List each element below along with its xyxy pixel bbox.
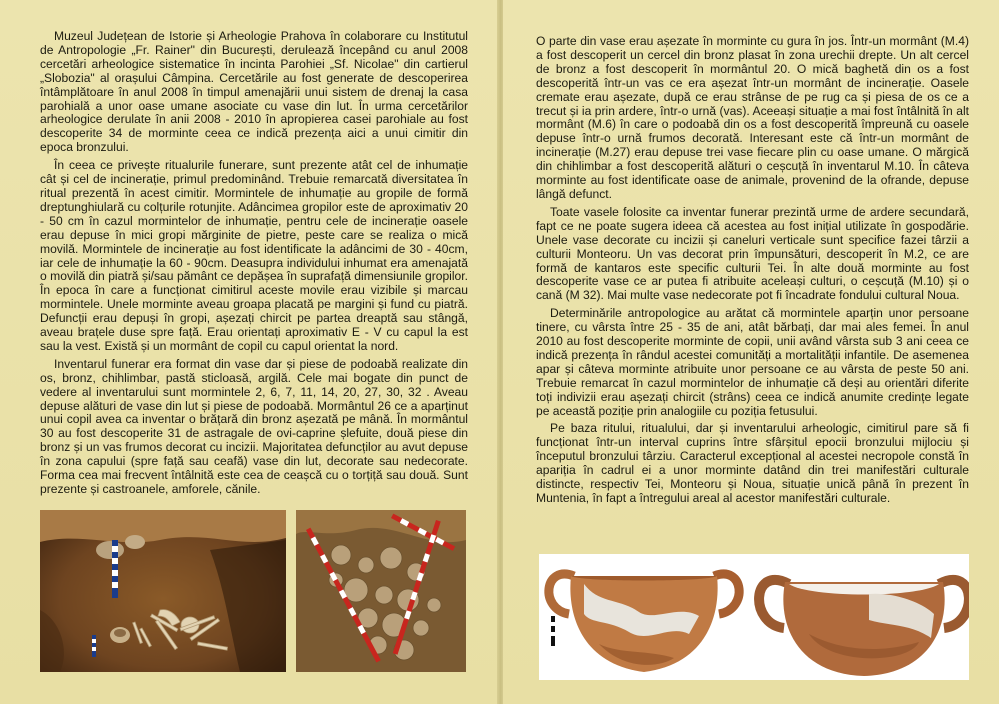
right-paragraph-1: O parte din vase erau așezate în morminte cu gura în jos. Într-un mormânt (M.4) a fost descoperit un cercel din bronz plasat în zona urechii drepte. Un alt cercel de bronz a fost descoperit în mormântul 20. O mică baghetă din os a fost descoperită într-un vas ce era așezat într-un mormânt de incinerație. Oasele cremate erau așezate, după ce erau strânse de pe rug ca și piesa de os ce a trecut și ia prin ardere, într-o urnă (vas). Aceeași situație a mai fost întâlnită în alt mormânt (M.6) în care o podoabă din os a fost descoperită împreună cu oasele depuse într-o urnă frumos decorată. Interesant este că într-un mormânt de incinerație (M.27) erau depuse trei vase fiecare plin cu oase umane. O mărgică din chihlimbar a fost descoperită alături o ceșcuță în inventarul M.10. În câteva morminte au fost identificate oase de animale, provenind de la ofrande, depuse lângă defunct. bbox=[536, 34, 969, 201]
right-paragraph-3: Determinările antropologice au arătat că mormintele aparțin unor persoane tinere, cu vârsta între 25 - 35 de ani, atât bărbați, dar mai ales femei. În anul 2010 au fost descoperite morminte de copii, unii având vârsta sub 3 ani ceea ce indică prezența în rândul acestei comunități a mortalității infantile. De asemenea apar și câteva morminte atribuite unor persoane ce au vârsta de peste 50 ani. Trebuie remarcat în cazul mormintelor de inhumație că deși au orientări diferite toți indivizii erau așezați chircit (strâns) ceea ce indică anumite credințe legate pe această poziție prin analogiile cu poziția fetusului. bbox=[536, 306, 969, 418]
right-page bbox=[503, 0, 999, 704]
right-paragraph-2: Toate vasele folosite ca inventar funerar prezintă urme de ardere secundară, fapt ce ne poate sugera ideea că acestea au fost inițial utilizate în gospodărie. Unele vase decorate cu incizii și caneluri verticale sunt specifice fazei târzii a culturii Monteoru. Un vas decorat prin împunsături, descoperit în M.2, ce are formă de kantaros este specific culturii Tei. În alte două morminte au fost descoperite vase ce ar putea fi atribuite aceleași culturi, o ceșcuță (M.10) și o cană (M 32). Mai multe vase nedecorate pot fi încadrate fondului cultural Noua. bbox=[536, 204, 969, 303]
left-paragraph-3: Inventarul funerar era format din vase dar și piese de podoabă realizate din os, bronz, chihlimbar, pastă sticloasă, argilă. Cele mai bogate din punct de vedere al inventarului sunt mormintele 2, 6, 7, 11, 14, 20, 27, 30, 32 . Aveau depuse alături de vase din lut și piese de podoabă. Mormântul 26 ce a aparținut unui copil avea ca inventar o brățară din bronz așezată pe mână. În mormântul 30 au fost descoperite 31 de astragale de ovi-caprine șlefuite, două piese din bronz și un vas frumos decorat cu incizii. Majoritatea defuncților au avut depuse în zona capului (spre față sau ceafă) vase din lut, decorate sau nedecorate. Forma cea mai frecvent întâlnită este cea de ceașcă cu o torțiță sau două. Sunt prezente și castroanele, amforele, cănile. bbox=[40, 356, 468, 496]
left-page bbox=[0, 0, 498, 704]
grave-skeleton-photo bbox=[40, 510, 286, 672]
left-paragraph-2: În ceea ce privește ritualurile funerare, sunt prezente atât cel de inhumație cât și cel de incinerație, primul predominând. Trebuie remarcată diversitatea în ritual prezentă în acest cimitir. Mormintele de inhumație au gropile de formă dreptunghiulară cu colțurile rotunjite. Adâncimea gropilor este de aproximativ 20 - 50 cm în cazul mormintelor de inhumație, pentru cele de incinerație oasele erau depuse în mici gropi mărginite de pietre, peste care se realiza o mică movilă. Mormintele de incinerație au fost identificate la adâncimi de 30 - 40cm, iar cele de inhumație la 60 - 90cm. Deasupra individului inhumat era amenajată o movilă din piatră și/sau pământ ce depășea în suprafață dimensiunile gropilor. În epoca în care a funcționat cimitirul aceste movile erau vizibile și marcau mormintele. Unele morminte aveau groapa placată pe margini și fund cu piatră. Defuncții erau depuși în gropi, așezați chircit pe partea dreaptă sau stângă, aveau brațele duse spre față. Erau orientați aproximativ E - V cu capul la est sau la vest. Există și un mormânt de copil cu capul orientat la nord. bbox=[40, 158, 468, 353]
cremation-grave-photo bbox=[296, 510, 466, 672]
right-text-column bbox=[536, 35, 969, 510]
left-text-column bbox=[40, 30, 468, 501]
pottery-vessels-photo bbox=[539, 554, 969, 680]
right-paragraph-4: Pe baza ritului, ritualului, dar și inventarului arheologic, cimitirul pare să fi funcționat într-un interval cuprins între sfârșitul epocii bronzului mijlociu și începutul bronzului târziu. Caracterul excepțional al acestei necropole constă în apariția în cadrul ei a unor morminte datând din trei manifestări culturale distincte, respectiv Tei, Monteoru și Noua, situație unică până în prezent în Muntenia, în fapt a întregului areal al acestor manifestări culturale. bbox=[536, 421, 969, 505]
left-paragraph-1: Muzeul Județean de Istorie și Arheologie Prahova în colaborare cu Institutul de Antropologie „Fr. Rainer" din București, derulează începând cu anul 2008 cercetări arheologice sistematice în incinta Parohiei „Sf. Nicolae" din cartierul „Slobozia" al orașului Câmpina. Cercetările au fost generate de descoperirea întâmplătoare în anul 2008 în timpul amenajării unui sistem de drenaj la casa parohială a unor oase umane asociate cu vase din lut. În urma cercetărilor arheologice derulate în anii 2008 - 2010 în apropierea casei parohiale au fost descoperite 34 de morminte ceea ce indică prezența aici a unui cimitir din epoca bronzului. bbox=[40, 29, 468, 155]
